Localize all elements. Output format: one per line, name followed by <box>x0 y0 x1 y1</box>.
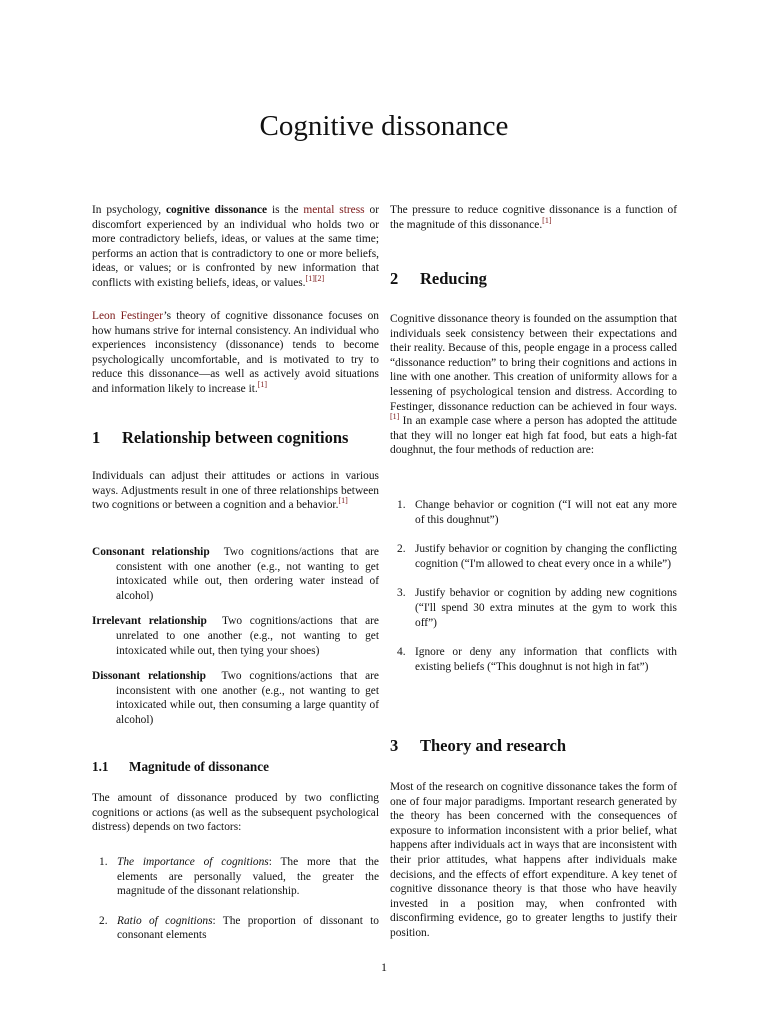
definition-text: Two cognitions/actions that are inconsistent with one another (e.g., not wanting to get intoxicated while out, then consuming a large quantity of alcohol) <box>116 670 379 726</box>
list-item <box>390 542 677 571</box>
list-item <box>390 498 677 527</box>
definition-item <box>92 614 379 658</box>
text: Cognitive dissonance theory is founded on the assumption that individuals seek consistency between their expectations and their reality. Because of this, people engage in a process called “dissonance reduction” to bring their cognitions and actions in line with one another. This creation of uniformity allows for a lessening of psychological tension and distress. According to Festinger, dissonance reduction can be achieved in four ways. <box>390 313 677 413</box>
list-text: Ignore or deny any information that conflicts with existing beliefs (“This doughnut is not high in fat”) <box>415 646 677 673</box>
text: In psychology, <box>92 204 166 216</box>
definition-item <box>92 669 379 727</box>
section-title: Magnitude of dissonance <box>129 759 269 774</box>
list-term: The importance of cognitions <box>117 856 269 868</box>
text: or discomfort experienced by an individual who holds two or more contradictory beliefs, ideas, or values at the same time; performs an action that is contradictory to one or more beliefs, ideas, or values; or is confronted by new information that conflicts with existing beliefs, ideas, or values. <box>92 204 380 289</box>
section-number: 3 <box>390 736 399 755</box>
section-1-heading <box>92 428 349 447</box>
subsection-1-1-paragraph: The amount of dissonance produced by two conflicting cognitions or actions (as well as the subsequent psychological distress) depends on two factors: <box>92 792 379 834</box>
list-item <box>92 914 379 943</box>
ref-link[interactable]: [1] <box>390 412 400 422</box>
link-mental-stress[interactable]: mental stress <box>303 204 365 216</box>
reduction-methods-list <box>390 498 677 689</box>
text: ’s theory of cognitive dissonance focuses on how humans strive for internal consistency. An individual who experiences inconsistency (dissonance) tends to become psychologically uncomfortable, and is motivated to try to reduce this dissonance—as well as actively avoid situations and information likely to increase it. <box>92 310 379 395</box>
list-number: 1. <box>397 499 406 511</box>
list-item <box>92 855 379 899</box>
list-number: 1. <box>99 856 108 868</box>
subsection-1-1-heading <box>92 760 269 775</box>
list-number: 2. <box>397 543 406 556</box>
text: The pressure to reduce cognitive dissonance is a function of the magnitude of this dissonance. <box>390 204 677 231</box>
list-text: : The proportion of dissonant to consonant elements <box>117 914 379 942</box>
ref-link[interactable]: [1] <box>338 496 348 506</box>
term-bold: cognitive dissonance <box>165 204 268 216</box>
definition-list <box>92 545 379 737</box>
pressure-paragraph <box>390 203 677 232</box>
intro-paragraph-1 <box>92 203 379 291</box>
page-title: Cognitive dissonance <box>259 110 509 142</box>
definition-text: Two cognitions/actions that are consistent with one another (e.g., not wanting to get intoxicated while out, then ordering water instead of alcohol) <box>116 546 379 602</box>
list-number: 2. <box>99 914 108 927</box>
list-item <box>390 645 677 674</box>
text: is the <box>267 204 304 216</box>
section-title: Relationship between cognitions <box>122 428 349 447</box>
section-2-paragraph <box>390 312 677 458</box>
section-title: Theory and research <box>420 736 567 755</box>
list-text: Justify behavior or cognition by changing the conflicting cognition (“I'm allowed to cheat every once in a while”) <box>415 543 677 570</box>
text: In an example case where a person has adopted the attitude that they will no longer eat high fat food, but eats a high-fat doughnut, the four methods of reduction are: <box>390 415 677 457</box>
list-number: 4. <box>397 646 406 659</box>
definition-term: Dissonant relationship <box>92 670 206 683</box>
definition-text: Two cognitions/actions that are unrelated to one another (e.g., not wanting to get intoxicated while out, then tying your shoes) <box>116 615 379 657</box>
list-text: : The more that the elements are personally valued, the greater the magnitude of the dissonant relationship. <box>117 856 379 898</box>
text: Individuals can adjust their attitudes or actions in various ways. Adjustments result in one of three relationships between two cognitions or between a cognition and a behavior. <box>92 470 379 512</box>
intro-paragraph-2 <box>92 309 379 397</box>
list-item <box>390 586 677 630</box>
list-number: 3. <box>397 587 406 600</box>
section-3-heading <box>390 736 567 755</box>
ref-link[interactable]: [1] <box>257 380 268 390</box>
page-number: 1 <box>381 960 387 974</box>
section-number: 1 <box>92 428 101 447</box>
definition-item <box>92 545 379 603</box>
definition-term: Irrelevant relationship <box>92 615 207 628</box>
section-number: 1.1 <box>92 759 109 774</box>
section-title: Reducing <box>420 269 487 288</box>
list-text: Justify behavior or cognition by adding new cognitions (“I'll spend 30 extra minutes at the gym to work this off”) <box>415 587 677 629</box>
factors-list <box>92 855 379 958</box>
section-1-paragraph <box>92 469 379 513</box>
list-text: Change behavior or cognition (“I will not eat any more of this doughnut”) <box>415 499 677 526</box>
ref-link[interactable]: [1] <box>542 215 552 225</box>
ref-link[interactable]: [1][2] <box>305 274 325 284</box>
definition-term: Consonant relationship <box>92 546 210 558</box>
list-term: Ratio of cognitions <box>117 914 213 927</box>
section-number: 2 <box>390 269 399 288</box>
section-3-paragraph: Most of the research on cognitive dissonance takes the form of one of four major paradigms. Important research generated by the theory has been concerned with the consequences of exposure to information inconsistent with a prior belief, what happens after individuals act in ways that are inconsistent with their prior attitudes, what happens after individuals make decisions, and the effects of effort expenditure. A key tenet of cognitive dissonance theory is that those who have heavily invested in a position may, when confronted with disconfirming evidence, go to greater lengths to justify their position. <box>390 781 677 939</box>
section-2-heading <box>390 269 487 288</box>
link-leon-festinger[interactable]: Leon Festinger <box>92 310 164 322</box>
